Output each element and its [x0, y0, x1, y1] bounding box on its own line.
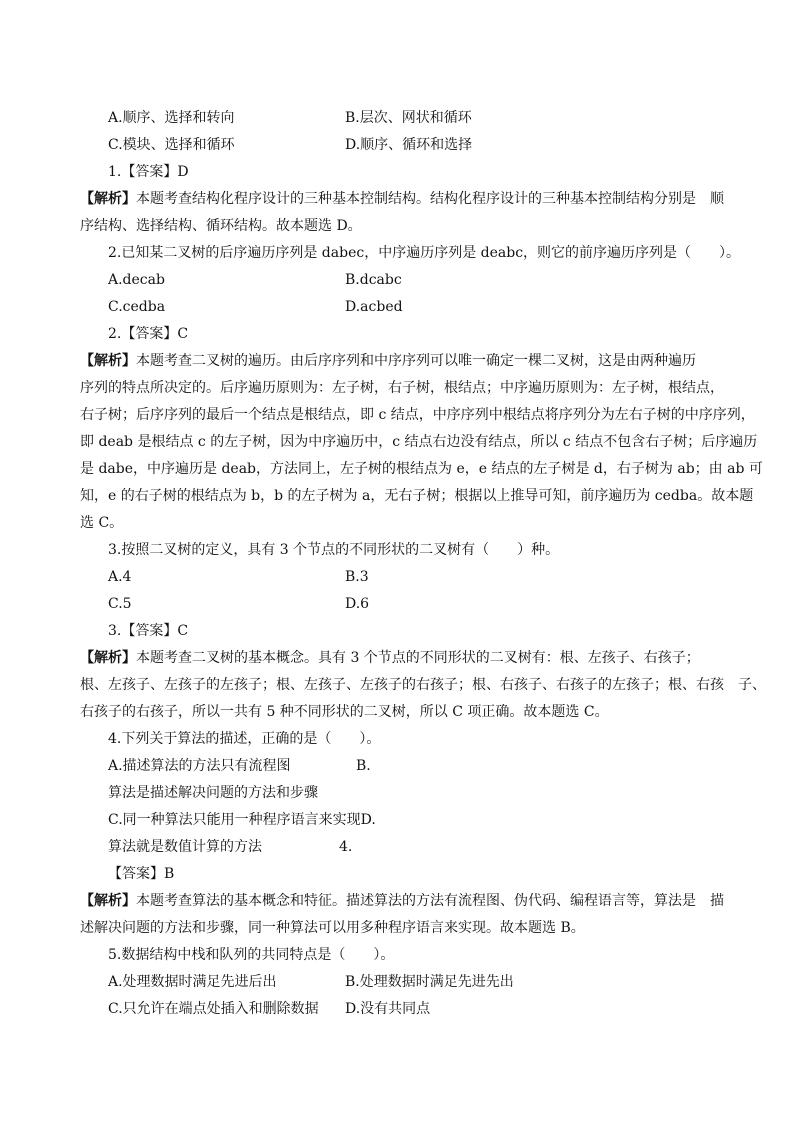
q4-stem: 4.下列关于算法的描述，正确的是（ ）。	[108, 731, 381, 747]
q2-option-d: D.acbed	[345, 299, 403, 315]
q2-analysis-cont-4: 即 deab 是根结点 c 的左子树，因为中序遍历中，c 结点右边没有结点，所以 c 结点不包含右子树；后序遍历	[80, 434, 758, 450]
q2-option-c: C.cedba	[108, 299, 166, 315]
q4-analysis-cont: 述解决问题的方法和步骤，同一种算法可以用多种程序语言来实现。故本题选 B。	[80, 920, 585, 936]
q3-analysis-line	[80, 648, 700, 668]
q1-analysis-cont: 序结构、选择结构、循环结构。故本题选 D。	[80, 218, 362, 234]
q2-stem: 2.已知某二叉树的后序遍历序列是 dabec，中序遍历序列是 deabc，则它的前序遍历序列是（ ）。	[108, 245, 741, 261]
q4-analysis-text: 本题考查算法的基本概念和特征。描述算法的方法有流程图、伪代码、编程语言等，算法是 描	[136, 893, 724, 909]
q3-analysis-cont-3: 右孩子的右孩子，所以一共有 5 种不同形状的二叉树，所以 C 项正确。故本题选 C。	[80, 704, 609, 720]
q3-option-c: C.5	[108, 596, 132, 612]
q4-option-c: C.同一种算法只能用一种程序语言来实现D.	[108, 812, 376, 828]
q1-option-d: D.顺序、循环和选择	[345, 137, 473, 153]
q1-analysis-text: 本题考查结构化程序设计的三种基本控制结构。结构化程序设计的三种基本控制结构分别是 顺	[136, 191, 724, 207]
q3-option-b: B.3	[345, 569, 369, 585]
analysis-label: 【解析】	[80, 191, 136, 207]
q2-option-b: B.dcabc	[345, 272, 402, 288]
q5-option-d: D.没有共同点	[345, 1001, 431, 1017]
q1-option-a: A.顺序、选择和转向	[108, 110, 235, 126]
q2-analysis-text: 本题考查二叉树的遍历。由后序序列和中序序列可以唯一确定一棵二叉树，这是由两种遍历	[136, 353, 696, 369]
q5-option-c: C.只允许在端点处插入和删除数据	[108, 1001, 319, 1017]
q3-option-d: D.6	[345, 596, 370, 612]
q4-option-b-label: B.	[356, 758, 371, 774]
q4-option-b-text: 算法是描述解决问题的方法和步骤	[108, 785, 318, 801]
analysis-label: 【解析】	[80, 353, 136, 369]
q2-analysis-cont-7: 选 C。	[80, 515, 124, 531]
q2-option-a: A.decab	[108, 272, 165, 288]
q5-option-a: A.处理数据时满足先进后出	[108, 974, 277, 990]
q1-option-c: C.模块、选择和循环	[108, 137, 235, 153]
q2-analysis-cont-6: 知，e 的右子树的根结点为 b，b 的左子树为 a，无右子树；根据以上推导可知，前序遍历为 cedba。故本题	[80, 488, 754, 504]
q2-analysis-cont-2: 序列的特点所决定的。后序遍历原则为：左子树，右子树，根结点；中序遍历原则为：左子树，根结点，	[80, 380, 724, 396]
q1-analysis-line	[80, 189, 724, 209]
q3-analysis-cont-2: 根、左孩子、左孩子的左孩子；根、左孩子、左孩子的右孩子；根、右孩子、右孩子的左孩子；根、右孩 子、	[80, 677, 766, 693]
q4-option-d-text: 算法就是数值计算的方法	[108, 839, 262, 855]
q1-option-b: B.层次、网状和循环	[345, 110, 472, 126]
q5-option-b: B.处理数据时满足先进先出	[345, 974, 514, 990]
q5-stem: 5.数据结构中栈和队列的共同特点是（ ）。	[108, 947, 395, 963]
q3-analysis-text: 本题考查二叉树的基本概念。具有 3 个节点的不同形状的二叉树有：根、左孩子、右孩子；	[136, 650, 700, 666]
analysis-label: 【解析】	[80, 650, 136, 666]
q3-answer: 3.【答案】C	[108, 623, 189, 639]
q2-analysis-cont-3: 右子树；后序序列的最后一个结点是根结点，即 c 结点，中序序列中根结点将序列分为左右子树的中序序列，	[80, 407, 755, 423]
q3-option-a: A.4	[108, 569, 132, 585]
q2-analysis-line	[80, 351, 696, 371]
q2-analysis-cont-5: 是 dabe，中序遍历是 deab，方法同上，左子树的根结点为 e，e 结点的左子树是 d，右子树为 ab；由 ab 可	[80, 461, 763, 477]
q4-analysis-line	[80, 891, 724, 911]
analysis-label: 【解析】	[80, 893, 136, 909]
q3-stem: 3.按照二叉树的定义，具有 3 个节点的不同形状的二叉树有（ ）种。	[108, 542, 560, 558]
q4-option-a: A.描述算法的方法只有流程图	[108, 758, 291, 774]
q1-answer: 1.【答案】D	[108, 164, 189, 180]
q4-number: 4.	[339, 839, 353, 855]
q2-answer: 2.【答案】C	[108, 326, 189, 342]
q4-answer: 【答案】B	[108, 866, 175, 882]
